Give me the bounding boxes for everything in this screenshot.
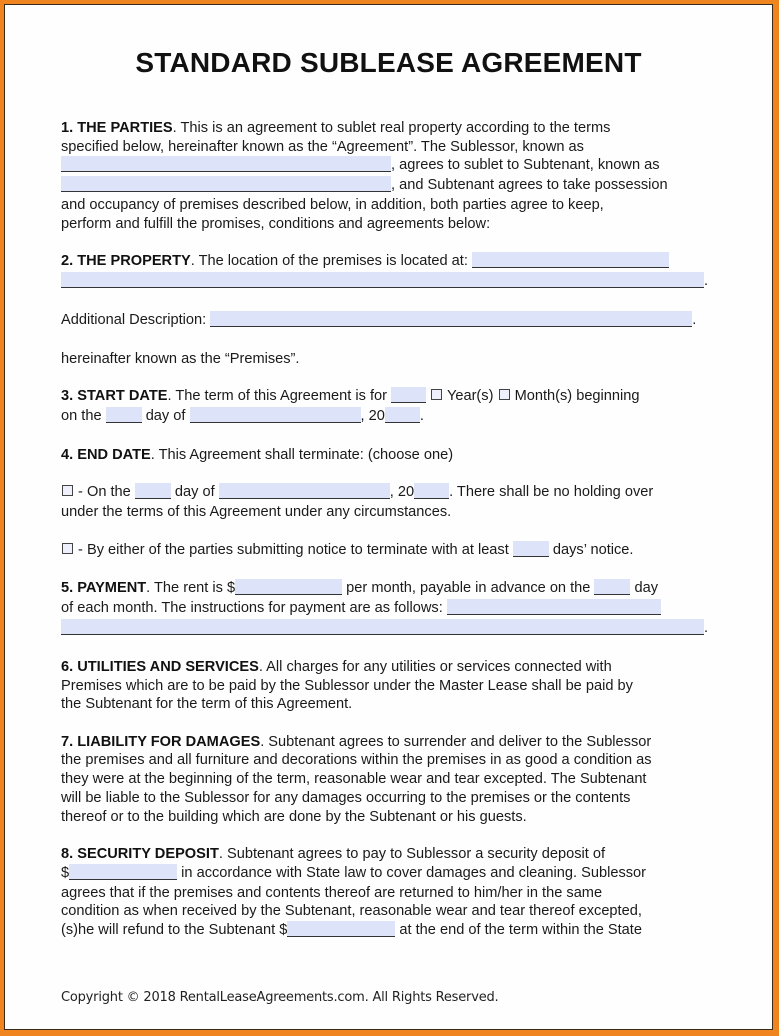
start-month-field[interactable] [190,407,361,423]
end-fixed-checkbox[interactable] [62,485,73,496]
section-heading: 2. THE PROPERTY [61,253,191,270]
payment-instructions-1-field[interactable] [447,599,661,615]
section-heading: 3. START DATE [61,388,168,405]
text-line [61,196,721,215]
end-notice-checkbox[interactable] [62,543,73,554]
section-utilities [61,658,721,714]
body-text: , 20 [360,408,385,425]
text-line [61,658,721,677]
agreement-body [61,119,721,960]
text-line [61,845,721,864]
rent-due-day-field[interactable] [594,579,630,595]
text-line [61,695,721,714]
section-heading: 5. PAYMENT [61,580,147,597]
body-text: they were at the beginning of the term, reasonable wear and tear excepted. The Subtenant [61,771,647,788]
body-text: . All charges for any utilities or services connected with [258,659,612,675]
body-text: Additional Description: [61,312,211,329]
body-text: at the end of the term within the State [395,921,642,938]
body-text: - On the [74,484,135,501]
body-text: specified below, hereinafter known as the “Agreement”. The Sublessor, known as [61,138,584,155]
sublessor-name-field[interactable] [61,156,391,172]
text-line [61,864,721,884]
body-text: days’ notice. [548,541,634,558]
text-line [61,579,721,599]
body-text: per month, payable in advance on the [342,580,595,597]
section-heading: 1. THE PARTIES [61,120,173,136]
body-text: Year(s) [443,388,498,405]
text-line [61,483,721,503]
section-parties [61,119,721,234]
text-line [61,541,721,561]
text-line [61,884,721,903]
body-text: day [630,580,659,597]
body-text: hereinafter known as the “Premises”. [61,350,300,367]
text-line [61,138,721,157]
section-start-date [61,387,721,427]
body-text [426,388,430,404]
section-liability [61,733,721,826]
premises-address-2-field[interactable] [61,272,704,288]
section-heading: 8. SECURITY DEPOSIT [61,845,219,862]
body-text: Month(s) beginning [510,388,640,405]
section-property [61,252,721,292]
text-line [61,156,721,176]
body-text: . The location of the premises is located at: [190,253,472,270]
page-title: STANDARD SUBLEASE AGREEMENT [135,47,642,78]
text-line [61,789,721,808]
notice-days-field[interactable] [513,541,549,557]
end-year-field[interactable] [414,483,449,499]
body-text: . [692,312,697,329]
section-heading: 7. LIABILITY FOR DAMAGES [61,733,261,750]
text-line [61,733,721,752]
body-text: on the [61,408,106,425]
text-line [61,770,721,789]
months-checkbox[interactable] [499,389,510,400]
body-text: - By either of the parties submitting notice to terminate with at least [74,541,513,558]
body-text: will be liable to the Sublessor for any damages occurring to the premises or the contents [61,789,631,806]
premises-note [61,350,721,369]
body-text: the premises and all furniture and decorations within the premises in as good a condition as [61,752,652,769]
body-text: . There shall be no holding over [449,484,654,501]
body-text: agrees that if the premises and contents thereof are returned to him/her in the same [61,884,603,901]
body-text: day of [170,484,219,501]
section-end-date [61,446,721,465]
text-line [61,619,721,639]
start-year-field[interactable] [385,407,420,423]
body-text: the Subtenant for the term of this Agreement. [61,696,353,713]
additional-description [61,311,721,331]
text-line [61,215,721,234]
copyright-footer: Copyright © 2018 RentalLeaseAgreements.com. All Rights Reserved. [61,990,499,1005]
text-line [61,808,721,827]
body-text: perform and fulfill the promises, conditions and agreements below: [61,216,491,233]
years-checkbox[interactable] [431,389,442,400]
body-text: . Subtenant agrees to surrender and deliver to the Sublessor [260,733,652,750]
body-text: . Subtenant agrees to pay to Sublessor a security deposit of [218,845,606,862]
additional-description-field[interactable] [210,311,692,327]
text-line [61,252,721,272]
text-line [61,350,721,369]
text-line [61,446,721,465]
body-text: , and Subtenant agrees to take possession [391,177,668,194]
body-text: , 20 [389,484,415,501]
start-day-field[interactable] [106,407,142,423]
text-line [61,677,721,696]
body-text: (s)he will refund to the Subtenant $ [61,921,288,938]
section-security-deposit [61,845,721,941]
body-text: . [419,408,424,425]
end-date-option-fixed [61,483,721,522]
text-line [61,407,721,427]
text-line [61,751,721,770]
body-text: . The term of this Agreement is for [167,388,392,405]
section-payment [61,579,721,639]
text-line [61,272,721,292]
body-text: Premises which are to be paid by the Sublessor under the Master Lease shall be paid by [61,677,633,694]
section-heading: 4. END DATE [61,446,151,463]
text-line [61,503,721,522]
end-date-option-notice [61,541,721,561]
body-text: . [704,273,709,290]
section-heading: 6. UTILITIES AND SERVICES [61,659,259,675]
document-page [4,4,773,1030]
text-line [61,387,721,407]
text-line [61,599,721,619]
body-text: . [704,620,709,637]
body-text: . This is an agreement to sublet real property according to the terms [172,120,611,136]
text-line [61,119,721,138]
text-line [61,311,721,331]
body-text: day of [141,408,190,425]
body-text: condition as when received by the Subtenant, reasonable wear and tear thereof excepted, [61,903,642,920]
body-text: , agrees to sublet to Subtenant, known as [391,157,660,174]
term-length-field[interactable] [391,387,426,403]
text-line [61,921,721,941]
refund-amount-field[interactable] [287,921,395,937]
end-month-field[interactable] [219,483,390,499]
end-day-field[interactable] [135,483,171,499]
text-line [61,176,721,196]
body-text: and occupancy of premises described below, in addition, both parties agree to keep, [61,197,604,214]
payment-instructions-2-field[interactable] [61,619,704,635]
body-text: in accordance with State law to cover damages and cleaning. Sublessor [177,864,647,881]
body-text: of each month. The instructions for payment are as follows: [61,600,447,617]
text-line [61,902,721,921]
body-text: thereof or to the building which are done by the Subtenant or his guests. [61,808,527,825]
body-text: . This Agreement shall terminate: (choose one) [150,446,454,463]
rent-amount-field[interactable] [235,579,342,595]
deposit-amount-field[interactable] [69,864,177,880]
subtenant-name-field[interactable] [61,176,391,192]
body-text: . The rent is $ [146,580,236,597]
body-text: under the terms of this Agreement under any circumstances. [61,504,452,521]
premises-address-1-field[interactable] [472,252,669,268]
body-text: $ [61,864,70,881]
